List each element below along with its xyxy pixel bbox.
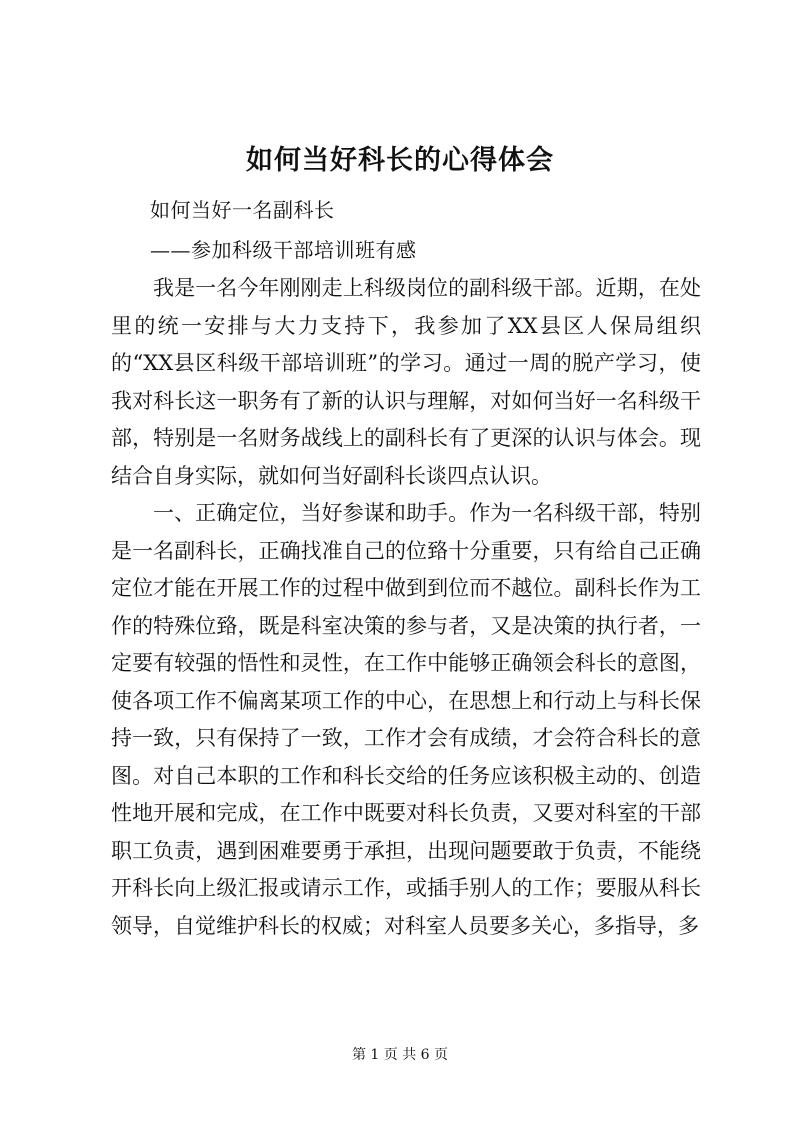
document-body [111, 270, 701, 945]
page-number-footer: 第 1 页 共 6 页 [351, 1047, 449, 1063]
document-title: 如何当好科长的心得体会 [246, 145, 554, 176]
body-paragraph-intro: 我是一名今年刚刚走上科级岗位的副科级干部。近期，在处里的统一安排与大力支持下，我参加了XX县区人保局组织的“XX县区科级干部培训班”的学习。通过一周的脱产学习，使我对科长这一职务有了新的认识与理解，对如何当好一名科级干部，特别是一名财务战线上的副科长有了更深的认识与体会。现结合自身实际，就如何当好副科长谈四点认识。 [111, 276, 701, 488]
document-subtitle-dash: ——参加科级干部培训班有感 [150, 238, 417, 262]
body-paragraph-point-one: 一、正确定位，当好参谋和助手。作为一名科级干部，特别是一名副科长，正确找准自己的位臵十分重要，只有给自己正确定位才能在开展工作的过程中做到到位而不越位。副科长作为工作的特殊位臵，既是科室决策的参与者，又是决策的执行者，一定要有较强的悟性和灵性，在工作中能够正确领会科长的意图，使各项工作不偏离某项工作的中心，在思想上和行动上与科长保持一致，只有保持了一致，工作才会有成绩，才会符合科长的意图。对自己本职的工作和科长交给的任务应该积极主动的、创造性地开展和完成，在工作中既要对科长负责，又要对科室的干部职工负责，遇到困难要勇于承担，出现问题要敢于负责，不能绕开科长向上级汇报或请示工作，或插手别人的工作；要服从科长领导，自觉维护科长的权威；对科室人员要多关心，多指导，多 [111, 501, 701, 938]
document-subtitle: 如何当好一名副科长 [150, 198, 335, 222]
